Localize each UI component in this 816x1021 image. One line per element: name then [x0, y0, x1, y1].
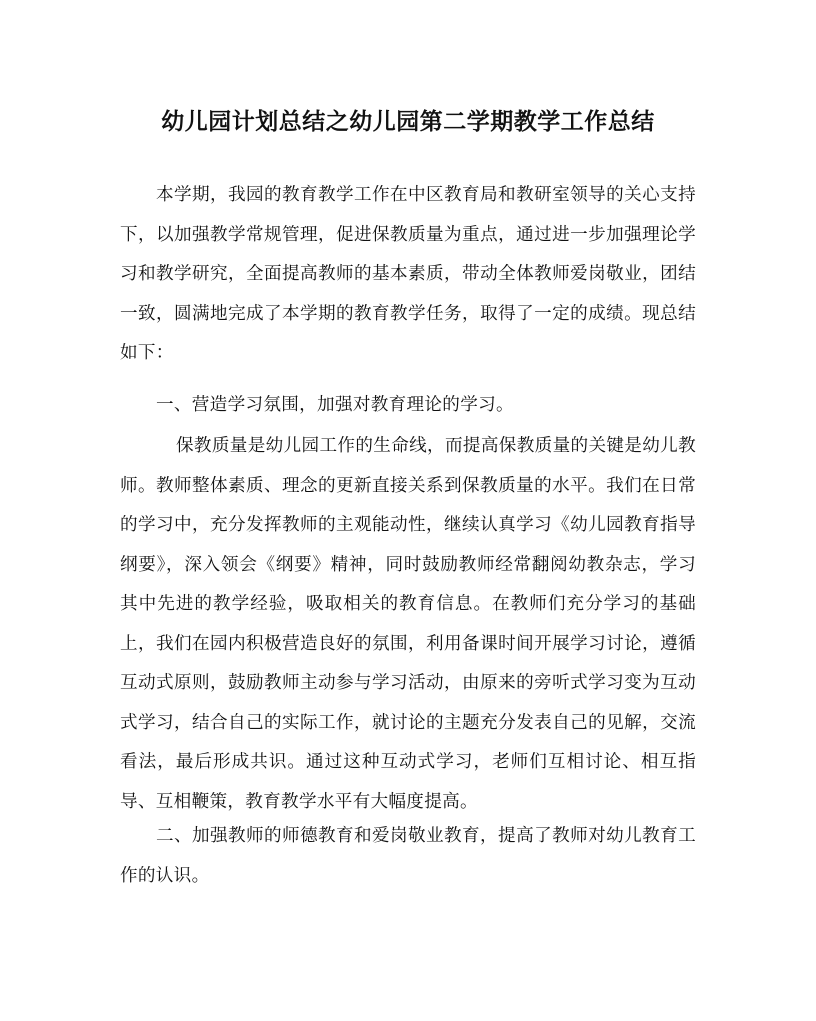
section-heading-1: 一、营造学习氛围，加强对教育理论的学习。	[156, 395, 514, 415]
intro-paragraph: 本学期，我园的教育教学工作在中区教育局和教研室领导的关心支持下，以加强教学常规管理，促进保教质量为重点，通过进一步加强理论学习和教学研究，全面提高教师的基本素质，带动全体教师爱岗敬业，团结一致，圆满地完成了本学期的教育教学任务，取得了一定的成绩。现总结如下：	[120, 185, 696, 363]
document-title: 幼儿园计划总结之幼儿园第二学期教学工作总结	[161, 108, 655, 135]
section-heading-2: 二、加强教师的师德教育和爱岗敬业教育，提高了教师对幼儿教育工作的认识。	[120, 826, 696, 886]
section-1-paragraph: 保教质量是幼儿园工作的生命线，而提高保教质量的关键是幼儿教师。教师整体素质、理念的更新直接关系到保教质量的水平。我们在日常的学习中，充分发挥教师的主观能动性，继续认真学习《幼儿园教育指导纲要》，深入领会《纲要》精神，同时鼓励教师经常翻阅幼教杂志，学习其中先进的教学经验，吸取相关的教育信息。在教师们充分学习的基础上，我们在园内积极营造良好的氛围，利用备课时间开展学习讨论，遵循互动式原则，鼓励教师主动参与学习活动，由原来的旁听式学习变为互动式学习，结合自己的实际工作，就讨论的主题充分发表自己的见解，交流看法，最后形成共识。通过这种互动式学习，老师们互相讨论、相互指导、互相鞭策，教育教学水平有大幅度提高。	[120, 436, 696, 812]
